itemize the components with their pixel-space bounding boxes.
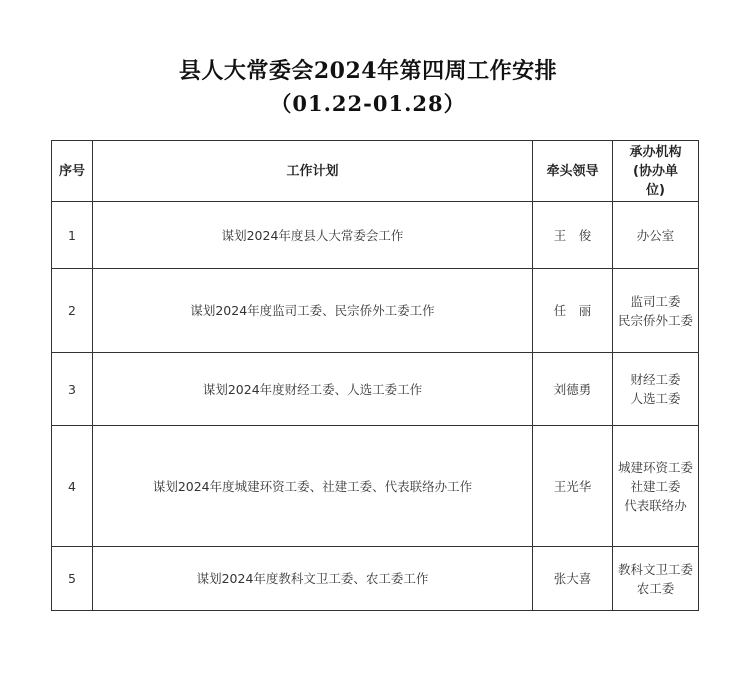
row-lead: 任 丽 bbox=[533, 269, 613, 353]
row-no: 3 bbox=[52, 353, 93, 426]
unit-line: 财经工委 bbox=[630, 372, 681, 387]
unit-line: 人选工委 bbox=[630, 391, 681, 406]
unit-line: 农工委 bbox=[636, 580, 675, 596]
row-no: 1 bbox=[52, 202, 93, 269]
header-unit-line: (协办单 bbox=[633, 163, 678, 179]
table-row bbox=[52, 547, 699, 611]
unit-line: 民宗侨外工委 bbox=[617, 312, 693, 328]
row-no: 2 bbox=[52, 269, 93, 353]
row-plan: 谋划2024年度财经工委、人选工委工作 bbox=[93, 353, 533, 426]
unit-line: 办公室 bbox=[636, 227, 675, 243]
row-no: 4 bbox=[52, 426, 93, 547]
row-plan: 谋划2024年度城建环资工委、社建工委、代表联络办工作 bbox=[93, 426, 533, 547]
row-units bbox=[613, 426, 699, 547]
unit-line: 社建工委 bbox=[630, 478, 681, 494]
row-lead: 刘德勇 bbox=[533, 353, 613, 426]
row-lead: 张大喜 bbox=[533, 547, 613, 611]
row-no: 5 bbox=[52, 547, 93, 611]
unit-line: 监司工委 bbox=[630, 293, 681, 309]
row-lead: 王 俊 bbox=[533, 202, 613, 269]
unit-line: 教科文卫工委 bbox=[617, 561, 693, 577]
table-row bbox=[52, 426, 699, 547]
row-units bbox=[613, 547, 699, 611]
row-plan: 谋划2024年度教科文卫工委、农工委工作 bbox=[93, 547, 533, 611]
header-unit-line: 位) bbox=[646, 182, 665, 198]
table-header-row bbox=[52, 141, 699, 202]
row-units bbox=[613, 202, 699, 269]
schedule-table bbox=[51, 140, 699, 611]
date-range: （01.22-01.28） bbox=[270, 91, 466, 116]
header-lead: 牵头领导 bbox=[533, 141, 613, 202]
header-unit bbox=[613, 141, 699, 202]
unit-line: 城建环资工委 bbox=[617, 459, 693, 475]
document-title: 县人大常委会2024年第四周工作安排 bbox=[178, 58, 558, 84]
table-row bbox=[52, 269, 699, 353]
table-row bbox=[52, 353, 699, 426]
header-no: 序号 bbox=[52, 141, 93, 202]
row-plan: 谋划2024年度监司工委、民宗侨外工委工作 bbox=[93, 269, 533, 353]
unit-line: 代表联络办 bbox=[624, 497, 687, 513]
row-lead: 王光华 bbox=[533, 426, 613, 547]
row-plan: 谋划2024年度县人大常委会工作 bbox=[93, 202, 533, 269]
table-row bbox=[52, 202, 699, 269]
header-unit-line: 承办机构 bbox=[629, 144, 682, 160]
header-plan: 工作计划 bbox=[93, 141, 533, 202]
row-units bbox=[613, 269, 699, 353]
row-units bbox=[613, 353, 699, 426]
